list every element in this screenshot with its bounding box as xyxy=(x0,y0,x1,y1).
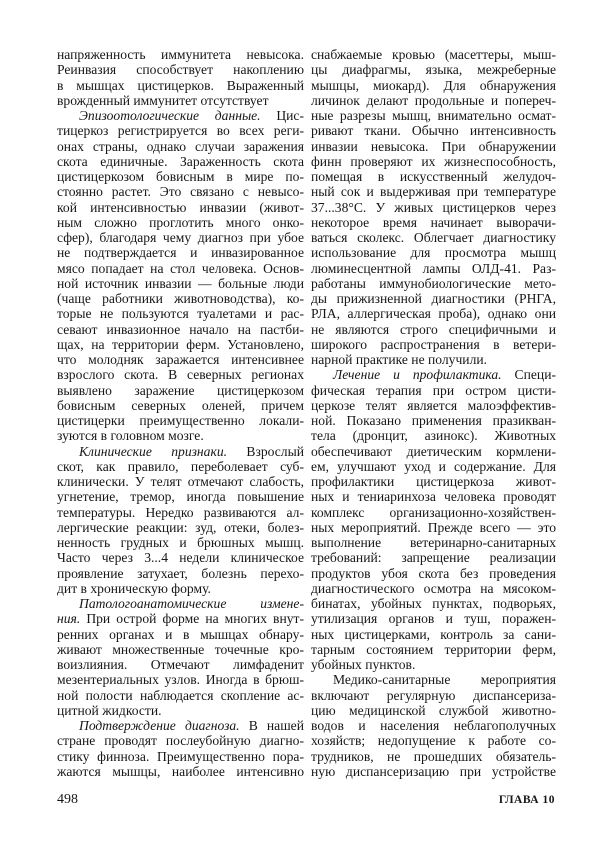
line-text: тицеркоз регистрируется во всех реги- xyxy=(57,123,304,139)
text-line xyxy=(57,276,304,291)
line-text: церкозе телят является малоэффектив- xyxy=(311,397,556,413)
line-text: цистицерки преимущественно локали- xyxy=(57,413,304,428)
text-line xyxy=(311,184,556,199)
line-text: Цис- xyxy=(260,108,304,123)
line-text: работаны иммунобиологические мето- xyxy=(311,275,556,291)
text-line xyxy=(311,352,556,367)
text-line xyxy=(311,367,556,382)
text-line xyxy=(57,245,304,260)
line-text: зуются в головном мозге. xyxy=(57,428,204,444)
text-line xyxy=(311,703,556,718)
line-text: ных и тениаринхоза человека проводят xyxy=(311,489,556,505)
line-text: личинок делают продольные и попереч- xyxy=(311,92,556,108)
line-text: ным сложно проглотить много онко- xyxy=(57,214,304,230)
line-text: ных мероприятий. Прежде всего — это xyxy=(311,519,556,535)
text-line xyxy=(311,459,556,474)
text-line xyxy=(57,489,304,504)
text-line xyxy=(311,672,556,687)
line-text: мясо попадает на стол человека. Основ- xyxy=(57,260,304,276)
text-line xyxy=(57,444,304,459)
line-text: инвазии невысока. При обнаружении xyxy=(311,138,556,154)
text-line xyxy=(311,108,556,123)
text-line xyxy=(311,62,556,77)
text-line xyxy=(311,505,556,520)
text-line xyxy=(57,47,304,62)
line-text: выявлено заражение цистицеркозом xyxy=(57,382,304,398)
text-line xyxy=(57,703,304,718)
text-line xyxy=(57,230,304,245)
line-text: убойных пунктов. xyxy=(311,657,416,672)
text-line xyxy=(57,200,304,215)
line-text: щах, на территории ферм. Установлено, xyxy=(57,336,304,352)
line-text: требований: запрещение реализации xyxy=(311,550,556,566)
text-line xyxy=(311,642,556,657)
text-line xyxy=(311,154,556,169)
text-line xyxy=(57,550,304,565)
text-line xyxy=(311,230,556,245)
line-text: 37...38°С. У живых цистицерков через xyxy=(311,199,556,215)
text-line xyxy=(311,139,556,154)
line-text: стику финноза. Преимущественно пора- xyxy=(57,748,304,764)
line-text: взрослого скота. В северных регионах xyxy=(57,367,304,383)
text-line xyxy=(57,764,304,779)
text-line xyxy=(57,672,304,687)
text-line xyxy=(311,718,556,733)
text-line xyxy=(311,520,556,535)
line-text: лергические реакции: зуд, отеки, болез- xyxy=(57,519,304,535)
line-text: профилактики цистицеркоза живот- xyxy=(311,474,556,489)
line-text: клинически. У телят отмечают слабость, xyxy=(57,474,304,489)
line-text: Медико-санитарные мероприятия xyxy=(333,672,556,688)
line-text: ем, улучшают уход и содержание. Для xyxy=(311,458,556,474)
line-text: люминесцентной лампы ОЛД-41. Раз- xyxy=(311,260,556,276)
text-line xyxy=(57,611,304,626)
line-text: Взрослый xyxy=(227,443,304,459)
text-line xyxy=(57,154,304,169)
text-line xyxy=(57,642,304,657)
text-line xyxy=(57,581,304,596)
text-line xyxy=(57,306,304,321)
line-text: снабжаемые кровью (масеттеры, мыш- xyxy=(311,47,556,62)
line-text: ной полости наблюдается скопление ас- xyxy=(57,687,304,703)
line-text: кой интенсивностью инвазии (живот- xyxy=(57,199,304,215)
line-text: мезентериальных узлов. Иногда в брюш- xyxy=(57,672,304,688)
line-text: РЛА, аллергическая проба), однако они xyxy=(311,306,556,322)
text-line xyxy=(311,93,556,108)
line-text: некоторое время начинает выворачи- xyxy=(311,214,556,230)
text-line xyxy=(57,215,304,230)
text-line xyxy=(57,657,304,672)
text-line xyxy=(311,78,556,93)
line-text: напряженность иммунитета невысока. xyxy=(57,47,304,62)
line-text: жаются мышцы, наиболее интенсивно xyxy=(57,763,304,779)
text-line xyxy=(311,47,556,62)
text-line xyxy=(311,200,556,215)
section-heading: Эпизоотологические данные. xyxy=(79,108,261,123)
line-text: помещая в искусственный желудоч- xyxy=(311,169,556,184)
text-line xyxy=(311,581,556,596)
line-text: цию медицинской службой животно- xyxy=(311,702,556,718)
line-text: живают множественные точечные кро- xyxy=(57,641,304,657)
section-heading: Патологоанатомические измене- xyxy=(79,596,304,611)
line-text: нарной практике не получили. xyxy=(311,352,488,367)
line-text: угнетение, тремор, иногда повышение xyxy=(57,489,304,505)
line-text: ные разрезы мышц, внимательно осмат- xyxy=(311,108,556,123)
text-line xyxy=(311,276,556,291)
line-text: широкого распространения в ветери- xyxy=(311,336,556,352)
section-heading: ния. xyxy=(57,611,81,627)
text-line xyxy=(57,261,304,276)
line-text: тела (дронцит, азинокс). Животных xyxy=(311,428,556,444)
line-text: финн проверяют их жизнеспособность, xyxy=(311,153,556,169)
text-line xyxy=(311,764,556,779)
line-text: хозяйств; недопущение к работе со- xyxy=(311,733,556,749)
line-text: цитной жидкости. xyxy=(57,702,162,718)
text-line xyxy=(57,428,304,443)
line-text: Часто через 3...4 недели клиническое xyxy=(57,550,304,566)
text-line xyxy=(57,474,304,489)
text-line xyxy=(311,291,556,306)
line-text: В нашей xyxy=(239,718,304,733)
running-head: ГЛАВА 10 xyxy=(498,794,555,806)
text-line xyxy=(57,535,304,550)
line-text: воизлияния. Отмечают лимфаденит xyxy=(57,657,304,672)
text-line xyxy=(311,550,556,565)
line-text: ной источник инвазии — больные люди xyxy=(57,275,304,291)
text-line xyxy=(311,596,556,611)
line-text: утилизация органов и туш, поражен- xyxy=(311,611,556,627)
line-text: трудников, не прошедших обязатель- xyxy=(311,748,556,764)
text-line xyxy=(57,688,304,703)
line-text: Специ- xyxy=(501,367,556,383)
text-line xyxy=(57,184,304,199)
text-line xyxy=(311,383,556,398)
text-line xyxy=(311,398,556,413)
text-line xyxy=(57,123,304,138)
text-line xyxy=(57,367,304,382)
text-line xyxy=(57,337,304,352)
text-line xyxy=(57,520,304,535)
text-line xyxy=(311,428,556,443)
text-line xyxy=(311,337,556,352)
line-text: онах страны, однако случаи заражения xyxy=(57,138,304,154)
line-text: ды прижизненной диагностики (РНГА, xyxy=(311,291,556,306)
text-line xyxy=(311,245,556,260)
text-line xyxy=(311,413,556,428)
text-line xyxy=(311,733,556,748)
text-line xyxy=(311,123,556,138)
line-text: диагностического осмотра на мясоком- xyxy=(311,580,556,596)
line-text: ваться сколекс. Облегчает диагностику xyxy=(311,230,556,245)
line-text: ных цистицерками, контроль за сани- xyxy=(311,626,556,642)
text-column-left xyxy=(57,47,304,779)
text-line xyxy=(311,627,556,642)
section-heading: Лечение и профилактика. xyxy=(333,367,502,383)
line-text: мышцы, миокард). Для обнаружения xyxy=(311,77,556,93)
line-text: ренних органах и в мышцах обнару- xyxy=(57,626,304,642)
line-text: скота единичные. Зараженность скота xyxy=(57,153,304,169)
line-text: фическая терапия при остром цисти- xyxy=(311,382,556,398)
line-text: цистицеркозом бовисным в мире по- xyxy=(57,169,304,184)
text-line xyxy=(57,322,304,337)
line-text: продуктов убоя скота без проведения xyxy=(311,565,556,581)
text-line xyxy=(57,383,304,398)
text-line xyxy=(311,611,556,626)
text-line xyxy=(311,322,556,337)
line-text: стране проводят послеубойную диагно- xyxy=(57,733,304,749)
line-text: При острой форме на многих внут- xyxy=(80,611,304,627)
text-line xyxy=(57,718,304,733)
text-line xyxy=(57,78,304,93)
text-line xyxy=(57,505,304,520)
text-line xyxy=(57,459,304,474)
page-number: 498 xyxy=(57,792,78,807)
text-line xyxy=(311,566,556,581)
line-text: врожденный иммунитет отсутствует xyxy=(57,92,269,108)
text-line xyxy=(57,352,304,367)
text-line xyxy=(311,306,556,321)
line-text: стоянно растет. Это связано с невысо- xyxy=(57,184,304,200)
line-text: ный сок и выдерживая при температуре xyxy=(311,184,556,200)
line-text: комплекс организационно-хозяйствен- xyxy=(311,504,556,520)
text-line xyxy=(57,169,304,184)
text-line xyxy=(311,444,556,459)
line-text: ривают ткани. Обычно интенсивность xyxy=(311,123,556,139)
line-text: скот, как правило, переболевает суб- xyxy=(57,458,304,474)
text-line xyxy=(57,733,304,748)
section-heading: Подтверждение диагноза. xyxy=(79,718,240,733)
line-text: ной. Показано применения празикван- xyxy=(311,413,556,428)
text-line xyxy=(311,657,556,672)
text-line xyxy=(311,474,556,489)
text-line xyxy=(311,688,556,703)
line-text: водов и населения неблагополучных xyxy=(311,718,556,733)
text-line xyxy=(57,139,304,154)
line-text: температуры. Нередко развиваются ал- xyxy=(57,504,304,520)
line-text: не подтверждается и инвазированное xyxy=(57,245,304,261)
text-line xyxy=(311,489,556,504)
line-text: бинатах, убойных пунктах, подворьях, xyxy=(311,596,556,611)
text-line xyxy=(57,596,304,611)
line-text: бовисным северных оленей, причем xyxy=(57,397,304,413)
text-line xyxy=(57,749,304,764)
line-text: сфер), благодаря чему диагноз при убое xyxy=(57,230,304,245)
text-line xyxy=(57,566,304,581)
line-text: в мышцах цистицерков. Выраженный xyxy=(57,77,304,93)
text-line xyxy=(57,413,304,428)
section-heading: Клинические признаки. xyxy=(79,443,228,459)
line-text: ненность грудных и брюшных мышц. xyxy=(57,535,304,550)
text-line xyxy=(57,398,304,413)
text-line xyxy=(57,62,304,77)
text-line xyxy=(57,627,304,642)
line-text: торые не пользуются туалетами и рас- xyxy=(57,306,304,322)
text-line xyxy=(311,749,556,764)
line-text: выполнение ветеринарно-санитарных xyxy=(311,535,556,550)
text-line xyxy=(311,215,556,230)
line-text: использование для просмотра мышц xyxy=(311,245,556,261)
line-text: ную диспансеризацию при устройстве xyxy=(311,763,556,779)
line-text: включают регулярную диспансериза- xyxy=(311,687,556,703)
line-text: (чаще работники животноводства), ко- xyxy=(57,291,304,306)
text-column-right xyxy=(311,47,556,779)
line-text: обеспечивают диетическим кормлени- xyxy=(311,443,556,459)
line-text: что молодняк заражается интенсивнее xyxy=(57,352,304,367)
line-text: цы диафрагмы, языка, межреберные xyxy=(311,62,556,78)
line-text: тарным состоянием территории ферм, xyxy=(311,641,556,657)
line-text: не являются строго специфичными и xyxy=(311,321,556,337)
line-text: дит в хроническую форму. xyxy=(57,580,211,596)
line-text: Реинвазия способствует накоплению xyxy=(57,62,304,78)
text-line xyxy=(311,535,556,550)
text-line xyxy=(57,291,304,306)
text-line xyxy=(57,93,304,108)
line-text: проявление затухает, болезнь перехо- xyxy=(57,565,304,581)
text-line xyxy=(311,261,556,276)
text-line xyxy=(311,169,556,184)
line-text: севают инвазионное начало на пастби- xyxy=(57,321,304,337)
text-line xyxy=(57,108,304,123)
